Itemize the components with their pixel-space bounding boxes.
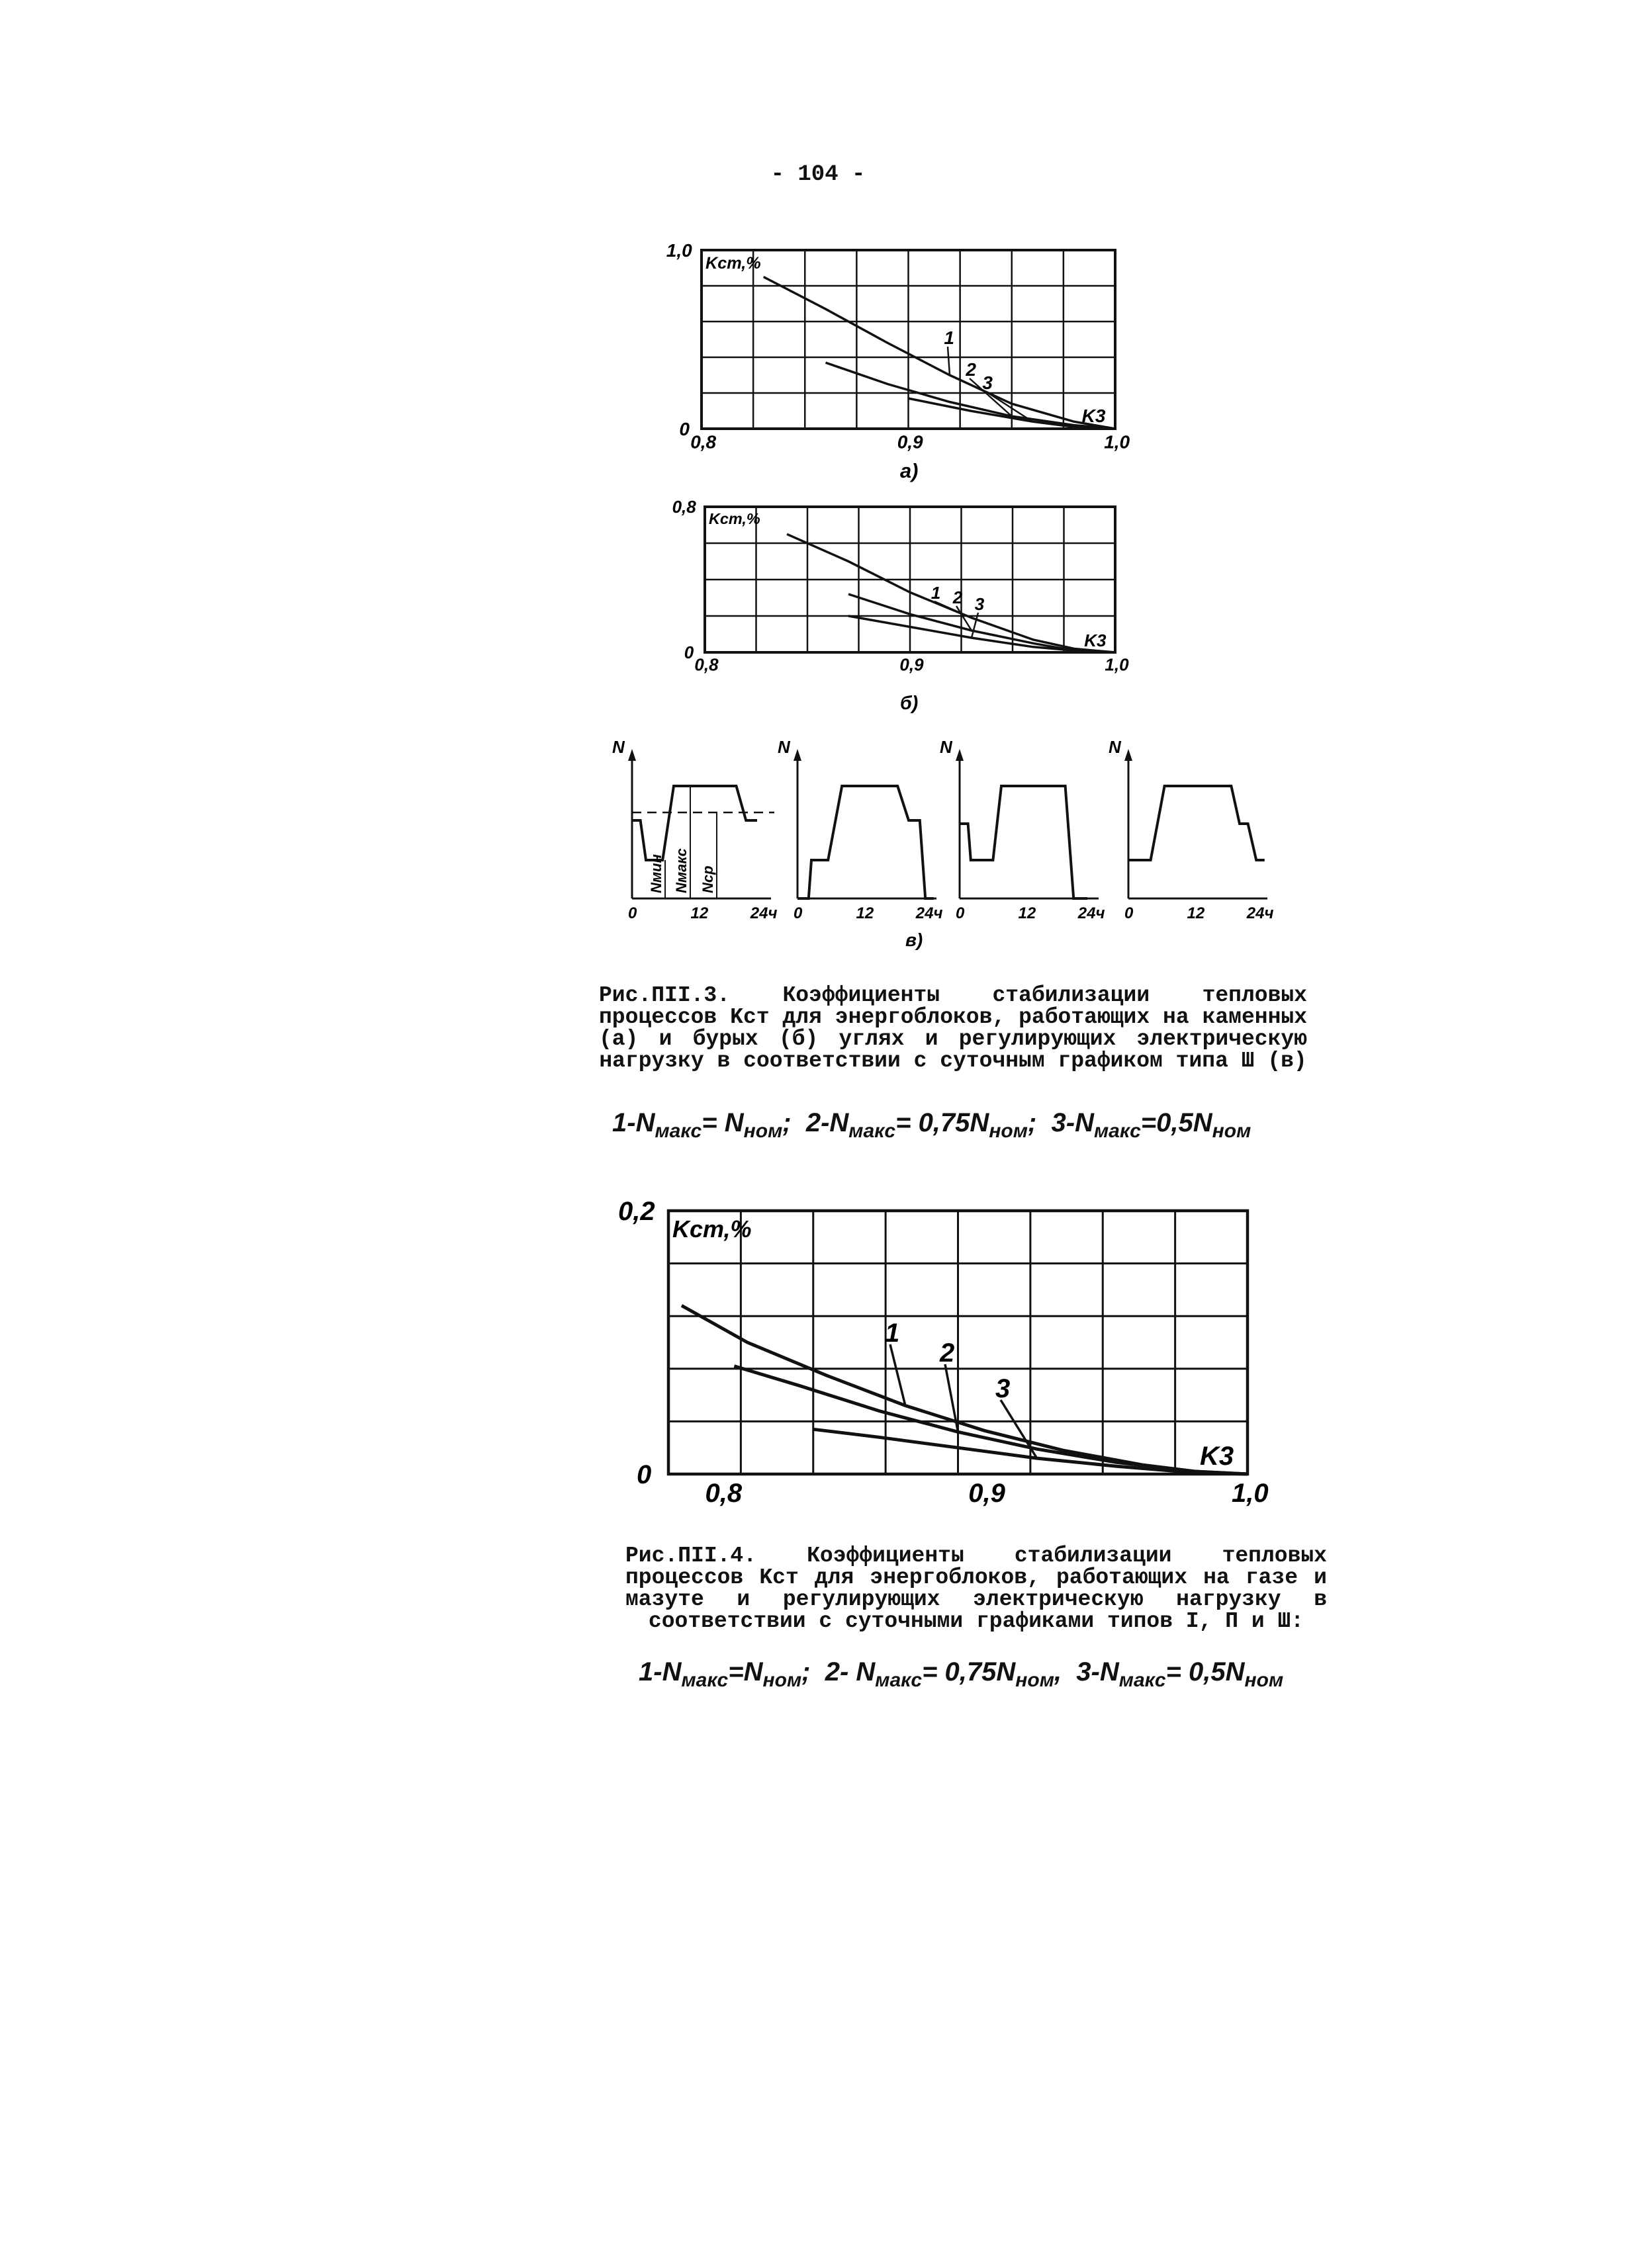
level-label: Nмакс [673, 848, 690, 893]
x-axis-label: K3 [1200, 1442, 1234, 1471]
x-tick-label: 0,9 [897, 431, 923, 453]
series-curve-1 [764, 277, 1115, 429]
fig3-legend [612, 1108, 1251, 1143]
x-tick-label: 1,0 [1105, 654, 1129, 675]
series-label-1: 1 [931, 583, 941, 603]
chart-b-brown-coal [672, 497, 1129, 714]
y-tick-label: 0 [637, 1460, 652, 1489]
load-x-tick-label: 24ч [750, 904, 778, 922]
fig4-legend-1: $1-N_{макс}=N_{ном}$; [639, 1657, 811, 1691]
y-tick-label: 0,2 [618, 1197, 655, 1226]
series-leader-1 [948, 347, 950, 375]
series-label-2: 2 [940, 1338, 955, 1368]
load-x-tick-label: 24ч [1077, 904, 1105, 922]
x-tick-label: 1,0 [1104, 431, 1130, 453]
series-label-1: 1 [944, 327, 954, 348]
arrow-up-icon [628, 749, 636, 761]
fig4-legend-3: $3-N_{макс}= 0,5N_{ном}$ [1076, 1657, 1284, 1691]
x-tick-label: 0,8 [694, 654, 719, 675]
load-y-label: N [612, 737, 625, 757]
fig3-legend-3: $3-N_{макс}=0,5N_{ном}$ [1051, 1108, 1251, 1142]
load-x-tick-label: 24ч [915, 904, 943, 922]
fig3-caption: Рис.ПII.3. Коэффициенты стабилизации тепловых процессов Kст для энергоблоков, работающих на каменных (а) и бурых (б) углях и регулирующих электрическую нагрузку в соответствии с суточным графиком типа Ш (в) [599, 983, 1307, 1073]
page-number: - 104 - [770, 162, 866, 187]
fig4-legend-2: 2- $N_{макс}= 0,75N_{ном}$, [825, 1657, 1062, 1691]
load-x-tick-label: 0 [956, 904, 965, 922]
load-x-tick-label: 0 [794, 904, 803, 922]
series-label-3: 3 [982, 372, 993, 393]
level-label: Nмин [648, 854, 664, 893]
chart-a-coal [666, 240, 1130, 482]
load-profile-line [960, 786, 1087, 898]
y-tick-label: 1,0 [666, 240, 692, 261]
arrow-up-icon [1124, 749, 1132, 761]
x-tick-label: 0,8 [705, 1479, 743, 1508]
series-label-2: 2 [952, 588, 963, 607]
level-label: Nср [700, 865, 716, 893]
load-x-tick-label: 24ч [1246, 904, 1274, 922]
series-label-2: 2 [966, 359, 976, 380]
chart-fig4-gas-oil [618, 1197, 1269, 1508]
y-tick-label: 0 [684, 642, 694, 663]
load-profile-line [797, 786, 934, 898]
series-label-3: 3 [995, 1374, 1011, 1403]
load-x-tick-label: 12 [856, 904, 874, 922]
series-leader-1 [890, 1344, 905, 1406]
panel-label: б) [900, 693, 919, 714]
load-x-tick-label: 12 [690, 904, 709, 922]
load-y-label: N [940, 737, 952, 757]
load-schedule-panels [612, 737, 1273, 950]
fig3-legend-2: $2-N_{макс}= 0,75N_{ном}$; [805, 1108, 1037, 1142]
panel-label: а) [900, 459, 919, 482]
fig3-legend-1: $1-N_{макс}= N_{ном}$; [612, 1108, 792, 1142]
series-label-3: 3 [974, 594, 985, 614]
load-y-label: N [778, 737, 790, 757]
load-profile-line [1128, 786, 1265, 860]
load-profile-line [632, 786, 757, 860]
load-y-label: N [1109, 737, 1121, 757]
fig4-caption: Рис.ПII.4. Коэффициенты стабилизации тепловых процессов Kст для энергоблоков, работающих на газе и мазуте и регулирующих электрическую нагрузку в соответствии с суточными графиками типов I, П и Ш: [625, 1544, 1327, 1634]
series-label-1: 1 [885, 1319, 900, 1348]
y-axis-label: Kст,% [672, 1215, 752, 1243]
y-tick-label: 0 [679, 418, 690, 439]
load-x-tick-label: 0 [628, 904, 637, 922]
arrow-up-icon [956, 749, 964, 761]
y-axis-label: Kст,% [705, 254, 761, 273]
y-tick-label: 0,8 [672, 497, 696, 517]
x-axis-label: K3 [1084, 630, 1107, 650]
panel-label: в) [905, 930, 923, 950]
load-x-tick-label: 12 [1018, 904, 1036, 922]
arrow-up-icon [794, 749, 801, 761]
y-axis-label: Kст,% [709, 510, 760, 527]
x-axis-label: K3 [1081, 406, 1106, 427]
load-x-tick-label: 12 [1187, 904, 1205, 922]
x-tick-label: 0,9 [968, 1479, 1005, 1508]
load-x-tick-label: 0 [1124, 904, 1134, 922]
series-curve-2 [734, 1366, 1248, 1474]
series-leader-3 [1001, 1400, 1037, 1458]
fig4-legend [639, 1657, 1283, 1692]
x-tick-label: 1,0 [1232, 1479, 1269, 1508]
x-tick-label: 0,8 [690, 431, 717, 453]
x-tick-label: 0,9 [899, 654, 924, 675]
